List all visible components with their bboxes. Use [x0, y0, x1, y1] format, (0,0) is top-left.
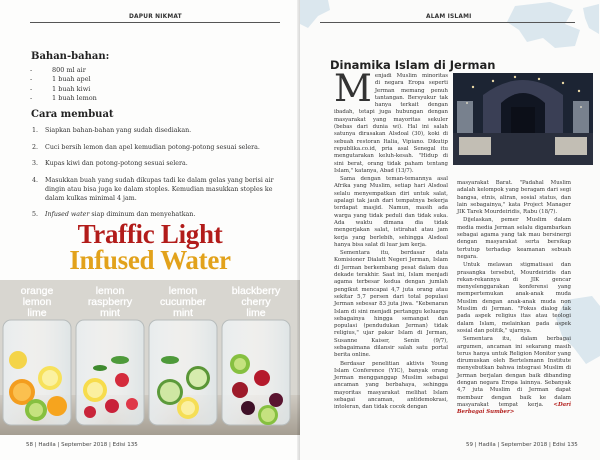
running-rule-left [30, 22, 280, 23]
article-paragraph: Sementara itu, dalam berbagai argumen, ancaman ini sekarang masih terus hanya untuk Religion Monitor yang dirumuskan oleh Bertelsmann Institute menyebutkan bahwa integrasi Muslim di Jerman berjalan dengan baik dibanding dengan negara Eropa lainnya. Sebanyak 4,7 juta Muslim di Jerman dapat membaur dengan baik ke dalam masyarakat tempat kerja. <Dari Berbagai Sumber> [457, 336, 571, 416]
running-rule-right [320, 22, 575, 23]
jar-label: blackberry [231, 285, 281, 297]
article-paragraph: Berdasar penelitian aktivis Young Islam Conference (YIC), banyak orang Jerman mengganggap Muslim sebagai ancaman yang berbahaya, sehingga mayoritas masyarakat melihat Islam sebagai ancaman, antidemokrasi, intoleran, dan tidak cocok dengan [334, 360, 448, 411]
steps-list [32, 126, 280, 227]
folio-right: 59 | Hadila | September 2018 | Edisi 135 [466, 442, 578, 448]
method-heading: Cara membuat [31, 109, 114, 120]
article-paragraph: Sama dengan teman-temannya asal Afrika yang Muslim, setiap hari Alsdoal selalu menyempatkan diri untuk salat, apalagi tak jauh dari tempatnya bekerja terdapat masjid. Namun, masih ada warga yang tidak peduli dan tidak suka. Ada waktu dimana dia tidak mengerjakan salat, istirahat atau jam kerja yang berlebih, sehingga Alsdoal hanya bisa salat di luar jam kerja. [334, 176, 448, 248]
jar-orange-lemon-lime [3, 320, 71, 425]
jar-label: orange [20, 285, 54, 297]
folio-left: 58 | Hadila | September 2018 | Edisi 135 [26, 442, 138, 448]
jar-label: lime [27, 307, 47, 319]
ingredient-item: - 1 buah kiwi [38, 85, 97, 94]
article-column-2 [457, 180, 571, 418]
jar-blackberry-cherry-lime [222, 320, 290, 425]
step-item: 4. Masukkan buah yang sudah dikupas tadi ke dalam gelas yang berisi air dingin atau bisa juga ke dalam stoples. Kemudian masukkan stoples ke dalam kulkas minimal 4 jam. [32, 176, 274, 202]
step-item: 1. Siapkan bahan-bahan yang sudah disediakan. [32, 127, 192, 134]
article-title: Dinamika Islam di Jerman [330, 58, 496, 72]
article-paragraph: Sementara itu, berdasar data Komisioner Dialatt Negeri Jerman, Islam di Jerman berkembang pesat dalam dua dekade terakhir. Saat ini, Islam menjadi agama terbesar kedua dengan jumlah pengikut mencapai 4,7 juta orang atau sekitar 5,7 persen dari total populasi Jerman sebesar 83 juta jiwa. "Kebenaran Islam di sini menjadi pertanggu keluarga sebagainya hingga semangat dan populasi (pendudukan Jerman) tidak religius," ujar pakar Islam di Jerman, Susanne Kaiser, Senin (9/7), sebagaimana dilansir salah satu portal berita online. [334, 250, 448, 359]
world-map-decoration-corner [300, 0, 336, 36]
jar-label: cherry [241, 296, 271, 308]
jar-label: lemon [168, 285, 198, 297]
ingredients-list [38, 66, 97, 104]
jar-label: mint [100, 307, 120, 319]
ingredients-heading: Bahan-bahan: [31, 51, 110, 62]
article-paragraph: masyarakat Barat. "Padahal Muslim adalah kelompok yang beragam dari segi bangsa, etnis, aliran, sosial status, dan lain sebagainya," kata Project Manager JIK Tarek Mourdeiridis, Rabu (18/7). [457, 180, 571, 216]
article-column-1: Menjadi Muslim minoritas di negara Eropa seperti Jerman memang penuh tantangan. Bersyukur tak hanya terkait dengan ibadah, tetapi juga hubungan dengan masyarakat yang mayoritas sekuler (bebas dari dunia wi). Hal ini salah satunya dirasakan Alsdoal (30), koki di sebuah restoran Italia, Vipiano. Dikutip republika.co.id, pria asal Senegal itu mengutarakan keluh-kesah. "Hidup di sini berat, orang tidak paham tentang Islam," katanya, Abad (13/7). Sama dengan teman-temannya asal Afrika yang Muslim, setiap hari Alsdoal selalu menyempatkan diri untuk salat, apalagi tak jauh dari tempatnya bekerja terdapat masjid. Namun, masih ada warga yang tidak peduli dan tidak suka. Ada waktu dimana dia tidak mengerjakan salat, istirahat atau jam kerja yang berlebih, sehingga Alsdoal hanya bisa salat di luar jam kerja. Sementara itu, berdasar data Komisioner Dialatt Negeri Jerman, Islam di Jerman berkembang pesat dalam dua dekade terakhir. Saat ini, Islam menjadi agama terbesar kedua dengan jumlah pengikut mencapai 4,7 juta orang atau sekitar 5,7 persen dari total populasi Jerman sebesar 83 juta jiwa. "Kebenaran Islam di sini menjadi pertanggu keluarga sebagainya hingga semangat dan populasi (pendudukan Jerman) tidak religius," ujar pakar Islam di Jerman, Susanne Kaiser, Senin (9/7), sebagaimana dilansir salah satu portal berita online. Berdasar penelitian aktivis Young Islam Conference (YIC), banyak orang Jerman mengganggap Muslim sebagai ancaman yang berbahaya, sehingga mayoritas masyarakat melihat Islam sebagai ancaman, antidemokrasi, intoleran, dan tidak cocok dengan [334, 67, 448, 411]
article-paragraph: Untuk melawan stigmatisasi dan prasangka tersebut, Mourdeiridis dan rekan-rekannya di JIK gencar menyelenggarakan konferensi yang mempertemukan anak-anak muda Muslim dengan anak-anak muda non Muslim di Jerman. "Fokus dialog tak pada aspek religius itas atau teologi dalam Islam, melainkan pada aspek sosial dan politik," ujarnya. [457, 262, 571, 334]
jar-lemon-raspberry-mint [76, 320, 144, 425]
infused-water-jars-photo [0, 280, 300, 435]
jar-label: lemon [22, 296, 52, 308]
world-map-decoration-top [495, 0, 600, 70]
jar-label: cucumber [159, 296, 207, 308]
mosque-interior-photo [453, 73, 593, 165]
jar-label: lemon [95, 285, 125, 297]
ingredient-item: - 800 ml air [38, 66, 97, 75]
jar-label: raspberry [87, 296, 133, 308]
article-paragraph: Dijelaskan, pemer Muslim dalam media media Jerman selalu digambarkan sebagai agama yang tak mau bersinergi dengan masyarakat serta bersikap tertutup terhadap keamanan sebuah negara. [457, 217, 571, 260]
ingredient-item: - 1 buah lemon [38, 94, 97, 103]
ingredient-item: - 1 buah apel [38, 75, 97, 84]
jar-label: mint [173, 307, 193, 319]
step-item: 3. Kupas kiwi dan potong-potong sesuai selera. [32, 160, 188, 167]
poster-title-traffic-light: Traffic Light [77, 219, 223, 249]
running-head-right: ALAM ISLAMI [426, 12, 472, 20]
step-item: 2. Cuci bersih lemon dan apel kemudian potong-potong sesuai selera. [32, 143, 260, 151]
source-credit: <Dari Berbagai Sumber> [457, 401, 571, 416]
poster-title-infused-water: Infused Water [69, 245, 231, 275]
running-head-left: DAPUR NIKMAT [129, 12, 182, 20]
step-item: 5. Infused water siap diminum dan menyehatkan. [32, 211, 196, 218]
dropcap-letter: M [334, 67, 372, 110]
jar-lemon-cucumber-mint [149, 320, 217, 425]
jar-label: lime [246, 307, 266, 319]
